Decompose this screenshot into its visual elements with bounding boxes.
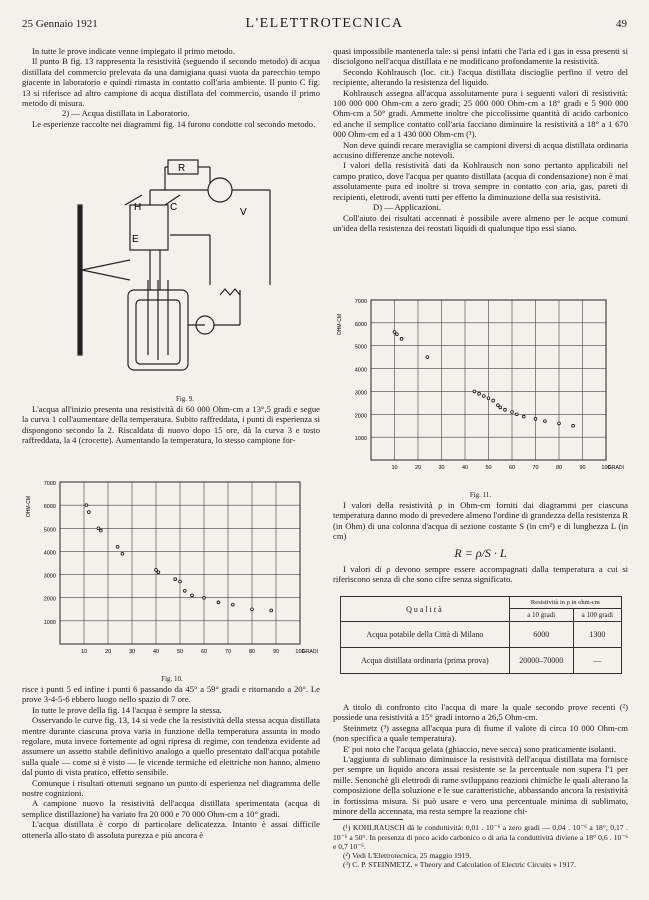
data-point xyxy=(499,406,502,409)
table-header-10: a 10 gradi xyxy=(509,609,573,622)
x-tick-label: 100 xyxy=(295,649,305,655)
section-heading: 2) — Acqua distillata in Laboratorio. xyxy=(62,108,190,119)
paragraph: E' poi noto che l'acqua gelata (ghiaccio, neve secca) sono praticamente isolanti. xyxy=(343,743,616,754)
data-point xyxy=(492,399,495,402)
y-tick-label: 5000 xyxy=(43,527,56,534)
x-tick-label: 70 xyxy=(224,649,232,655)
paragraph: Osservando le curve fig. 13, 14 si vede che la resistività della stessa acqua distillata mentre durante ciascuna prova varia in funzione della temperatura assunta in modo regolare, muta invece fortemente ad ogni ripresa di regime, con tendenza evidente ad assumere un assetto stabile definitivo analogo a quello presentato dall'acqua potabile sulla quale — come si è visto — le vicende termiche ed elettriche non hanno, almeno dal punto di vista pratico, effetto sensibile. xyxy=(22,715,320,778)
data-point xyxy=(544,420,547,423)
x-tick-label: 80 xyxy=(248,649,256,655)
label-H: H xyxy=(134,202,142,213)
paragraph: Secondo Kohlrausch (loc. cit.) l'acqua distillata discioglie perfino il vetro del recipiente, alterando la resistenza del liquido. xyxy=(333,66,628,88)
circuit-diagram xyxy=(70,150,300,390)
figure-9 xyxy=(70,150,300,403)
y-axis-label: OHM-CM xyxy=(337,314,343,336)
x-tick-label: 60 xyxy=(200,649,208,655)
table-cell: — xyxy=(573,648,621,674)
data-point xyxy=(511,411,514,414)
left-column-mid xyxy=(22,404,320,446)
data-point xyxy=(572,424,575,427)
x-tick-label: 50 xyxy=(176,649,184,655)
x-axis-label: GRADI xyxy=(608,465,624,471)
table-cell: 20000–70000 xyxy=(509,648,573,674)
x-tick-label: 50 xyxy=(485,465,492,471)
y-tick-label: 5000 xyxy=(354,344,367,351)
table-row xyxy=(341,648,622,674)
label-C: C xyxy=(170,202,178,213)
data-point xyxy=(558,422,561,425)
right-column-mid xyxy=(333,500,628,585)
y-tick-label: 2000 xyxy=(43,596,56,603)
data-point xyxy=(179,580,182,583)
figure-10-caption: Fig. 10. xyxy=(161,675,183,683)
left-column-top xyxy=(22,46,320,129)
data-point xyxy=(515,413,518,416)
left-column-bottom xyxy=(22,684,320,840)
data-point xyxy=(522,415,525,418)
x-tick-label: 40 xyxy=(152,649,160,655)
data-point xyxy=(478,392,481,395)
paragraph: I valori della resistività dati da Kohlrausch non sono pertanto applicabili nel campo pratico, dove l'acqua per quanto distillata (acqua di condensazione) non è mai assolutamente pura ed inoltre si trova sempre in contatto con aria, gas, pareti di recipienti, elettrodi, aventi tutti per effetto la diminuzione della sua resistività. xyxy=(333,160,628,202)
table-cell: Acqua potabile della Città di Milano xyxy=(341,622,510,648)
right-column-bottom xyxy=(333,702,628,869)
paragraph: Il punto B fig. 13 rappresenta la resistività (seguendo il secondo metodo) di acqua distillata del commercio prelevata da una damigiana quasi vuota da parecchio tempo giacente in laboratorio e quindi rimasta in contatto coll'aria ambiente. Il punto C fig. 13 si riferisce ad altro campione di acqua distillata del commercio, usando il primo metodo di misura. xyxy=(22,56,320,109)
x-tick-label: 20 xyxy=(414,465,422,471)
data-point xyxy=(504,408,507,411)
data-point xyxy=(217,601,220,604)
y-tick-label: 4000 xyxy=(43,550,56,557)
footnotes xyxy=(333,823,628,869)
x-tick-label: 30 xyxy=(438,465,445,471)
table-cell: 1300 xyxy=(573,622,621,648)
paragraph: L'acqua distillata è corpo di particolare delicatezza. Intanto è assai difficile ottenerla allo stato di assoluta purezza e più ancora è xyxy=(22,819,320,840)
y-tick-label: 7000 xyxy=(354,299,367,305)
x-tick-label: 20 xyxy=(104,649,112,655)
data-point xyxy=(270,609,273,612)
voltmeter-V xyxy=(208,178,232,202)
figure-10 xyxy=(22,470,322,683)
data-point xyxy=(87,511,90,514)
y-tick-label: 3000 xyxy=(354,390,367,397)
paragraph: In tutte le prove indicate venne impiegato il primo metodo. xyxy=(32,46,235,56)
y-tick-label: 4000 xyxy=(354,367,367,374)
footnote: (²) Vedi L'Elettrotecnica, 25 maggio 1919. xyxy=(343,851,472,861)
paragraph: A titolo di confronto cito l'acqua di mare la quale secondo prove recenti (²) possiede una resistività a 15° gradi intorno a 26,5 Ohm-cm. xyxy=(333,702,628,723)
y-tick-label: 6000 xyxy=(43,504,56,511)
data-point xyxy=(116,545,119,548)
y-tick-label: 1000 xyxy=(43,619,56,626)
paragraph: A campione nuovo la resistività dell'acqua distillata sperimentata (acqua di semplice distillazione) ha variato fra 20 000 e 70 000 Ohm-cm a 10° gradi. xyxy=(22,798,320,819)
x-tick-label: 60 xyxy=(508,465,516,471)
x-tick-label: 100 xyxy=(601,465,611,471)
footnote-rule xyxy=(333,819,403,820)
y-tick-label: 6000 xyxy=(354,321,367,328)
y-tick-label: 1000 xyxy=(354,436,367,443)
chart-fig10 xyxy=(22,470,322,670)
x-tick-label: 40 xyxy=(461,465,469,471)
figure-11-caption: Fig. 11. xyxy=(469,491,492,499)
y-tick-label: 3000 xyxy=(43,573,56,580)
data-point xyxy=(174,578,177,581)
x-tick-label: 10 xyxy=(80,649,88,655)
data-point xyxy=(157,571,160,574)
x-tick-label: 90 xyxy=(272,649,280,655)
paragraph: Le esperienze raccolte nei diagrammi fig. 14 furono condotte col secondo metodo. xyxy=(32,118,316,129)
x-axis-label: GRADI xyxy=(302,649,318,655)
x-tick-label: 10 xyxy=(391,465,398,471)
table-row xyxy=(341,622,622,648)
data-point xyxy=(482,395,485,398)
table-header-100: a 100 gradi xyxy=(573,609,621,622)
paragraph: L'acqua all'inizio presenta una resistività di 60 000 Ohm-cm a 13°,5 gradi e segue la curva 1 coll'aumentare della temperatura. Subito raffreddata, i punti di esperienza si dispongono secondo la 2. Riscaldata di nuovo dopo 15 ore, dà la curva 3 e tosto raffreddata, la 4 (crocette). Aumentando la temperatura, lo stesso campione for- xyxy=(22,404,320,446)
paragraph: I valori della resistività ρ in Ohm-cm forniti dai diagrammi per ciascuna temperatura danno modo di prevedere almeno l'ordine di grandezza della resistenza R (in Ohm) di una colonna d'acqua di sezione costante S (in cm²) e di lunghezza L (in cm) xyxy=(333,500,628,542)
y-tick-label: 7000 xyxy=(43,481,56,487)
paragraph: Comunque i risultati ottenuti segnano un punto di esperienza nel diagramma delle nostre cognizioni. xyxy=(22,777,320,799)
data-point xyxy=(473,390,476,393)
page-number: 49 xyxy=(616,18,627,30)
paragraph: risce i punti 5 ed infine i punti 6 passando da 45° a 59° gradi e ritornando a 20°. Le prove 3-4-5-6 ebbero luogo nello spazio di 7 ore. xyxy=(22,684,320,705)
paragraph: I valori di ρ devono sempre essere accompagnati dalla temperatura a cui si riferiscono senza di che sono cifre senza significato. xyxy=(333,564,628,585)
data-point xyxy=(121,552,124,555)
paragraph: Non deve quindi recare meraviglia se campioni diversi di acqua distillata ordinaria accusino differenze anche notevoli. xyxy=(333,139,628,161)
header-date: 25 Gennaio 1921 xyxy=(22,18,98,30)
formula: R = ρ/S · L xyxy=(454,545,507,560)
data-point xyxy=(400,337,403,340)
chart-fig11 xyxy=(333,288,628,486)
x-tick-label: 30 xyxy=(128,649,136,655)
journal-title: L'ELETTROTECNICA xyxy=(245,16,404,31)
table-header-resistivity: Resistività in ρ in ohm-cm xyxy=(509,597,621,609)
data-point xyxy=(183,589,186,592)
data-point xyxy=(534,417,537,420)
paragraph: quasi impossibile mantenerla tale: si pensi infatti che l'aria ed i gas in essa presenti si disciolgono nell'acqua distillata e ne modificano profondamente la resistività. xyxy=(333,46,628,67)
figure-9-caption: Fig. 9. xyxy=(175,395,195,403)
data-point xyxy=(85,504,88,507)
label-E: E xyxy=(132,234,139,245)
data-point xyxy=(97,527,100,530)
figure-11 xyxy=(333,288,628,498)
data-point xyxy=(99,529,102,532)
paragraph: Steinmetz (³) assegna all'acqua pura di fiume il valore di circa 10 000 Ohm-cm (non specifica a quale temperatura). xyxy=(333,722,628,744)
paragraph: In tutte le prove della fig. 14 l'acqua è sempre la stessa. xyxy=(32,704,222,715)
x-tick-label: 70 xyxy=(532,465,539,471)
table-header-quality: Qualità xyxy=(341,597,510,622)
data-point xyxy=(395,333,398,336)
table-cell: 6000 xyxy=(509,622,573,648)
paragraph: Kohlrausch assegna all'acqua assolutamente pura i seguenti valori di resistività: 100 000 000 Ohm-cm a zero gradi; 25 000 000 Ohm-cm a 18° gradi e 5 900 000 Ohm-cm a 50° gradi. Ammette inoltre che piccolissime quantità di acido carbonico ed anche il semplice contatto coll'aria facciano diminuire la resistività a 18° a 1 670 000 Ohm-cm ed a 1 430 000 Ohm-cm (¹). xyxy=(333,87,628,140)
table-cell: Acqua distillata ordinaria (prima prova) xyxy=(341,648,510,674)
data-point xyxy=(251,608,254,611)
paragraph: Coll'aiuto dei risultati accennati è possibile avere almeno per le acque comuni un'idea della resistenza dei reostati liquidi di qualunque tipo essi siano. xyxy=(333,212,628,233)
data-point xyxy=(231,603,234,606)
y-axis-label: OHM-CM xyxy=(26,496,32,518)
resistivity-table xyxy=(340,596,622,674)
data-point xyxy=(203,596,206,599)
data-point xyxy=(155,569,158,572)
page-header xyxy=(22,18,627,34)
footnote: (¹) KOHLRAUSCH dà le conduttività: 0,01 . 10⁻⁶ a zero gradi — 0,04 . 10⁻⁶ a 18°, 0,17 . 10⁻⁶ a 50°. In presenza di poco acido carbonico o di aria la conduttività diviene a 18° 0,6 . 10⁻⁶ e 0,7 10⁻⁶. xyxy=(333,823,628,851)
label-V: V xyxy=(240,207,247,218)
y-tick-label: 2000 xyxy=(354,413,367,420)
x-tick-label: 80 xyxy=(555,465,563,471)
footnote: (³) C. P. STEINMETZ, « Theory and Calculation of Electric Circuits » 1917. xyxy=(343,860,576,870)
data-point xyxy=(426,356,429,359)
data-point xyxy=(497,404,500,407)
paragraph: L'aggiunta di sublimato diminuisce la resistività dell'acqua distillata ma fornisce per sempre un liquido ancora assai resistente se la percentuale non supera l'1 per mille. Senonchè gli elettrodi di rame sviluppano reazioni chimiche le quali alterano la composizione della soluzione e le sue caratteristiche, abbassando ancora la resistività in fortissima misura. Si può usare e vero una percentuale minima di sublimato, minore della accennata, ma resta sempre la reazione chi- xyxy=(333,754,628,817)
right-column-top xyxy=(333,46,628,233)
data-point xyxy=(191,594,194,597)
data-point xyxy=(487,397,490,400)
label-R: R xyxy=(178,163,186,174)
data-point xyxy=(393,331,396,334)
x-tick-label: 90 xyxy=(579,465,586,471)
section-heading: D) — Applicazioni. xyxy=(373,202,442,213)
